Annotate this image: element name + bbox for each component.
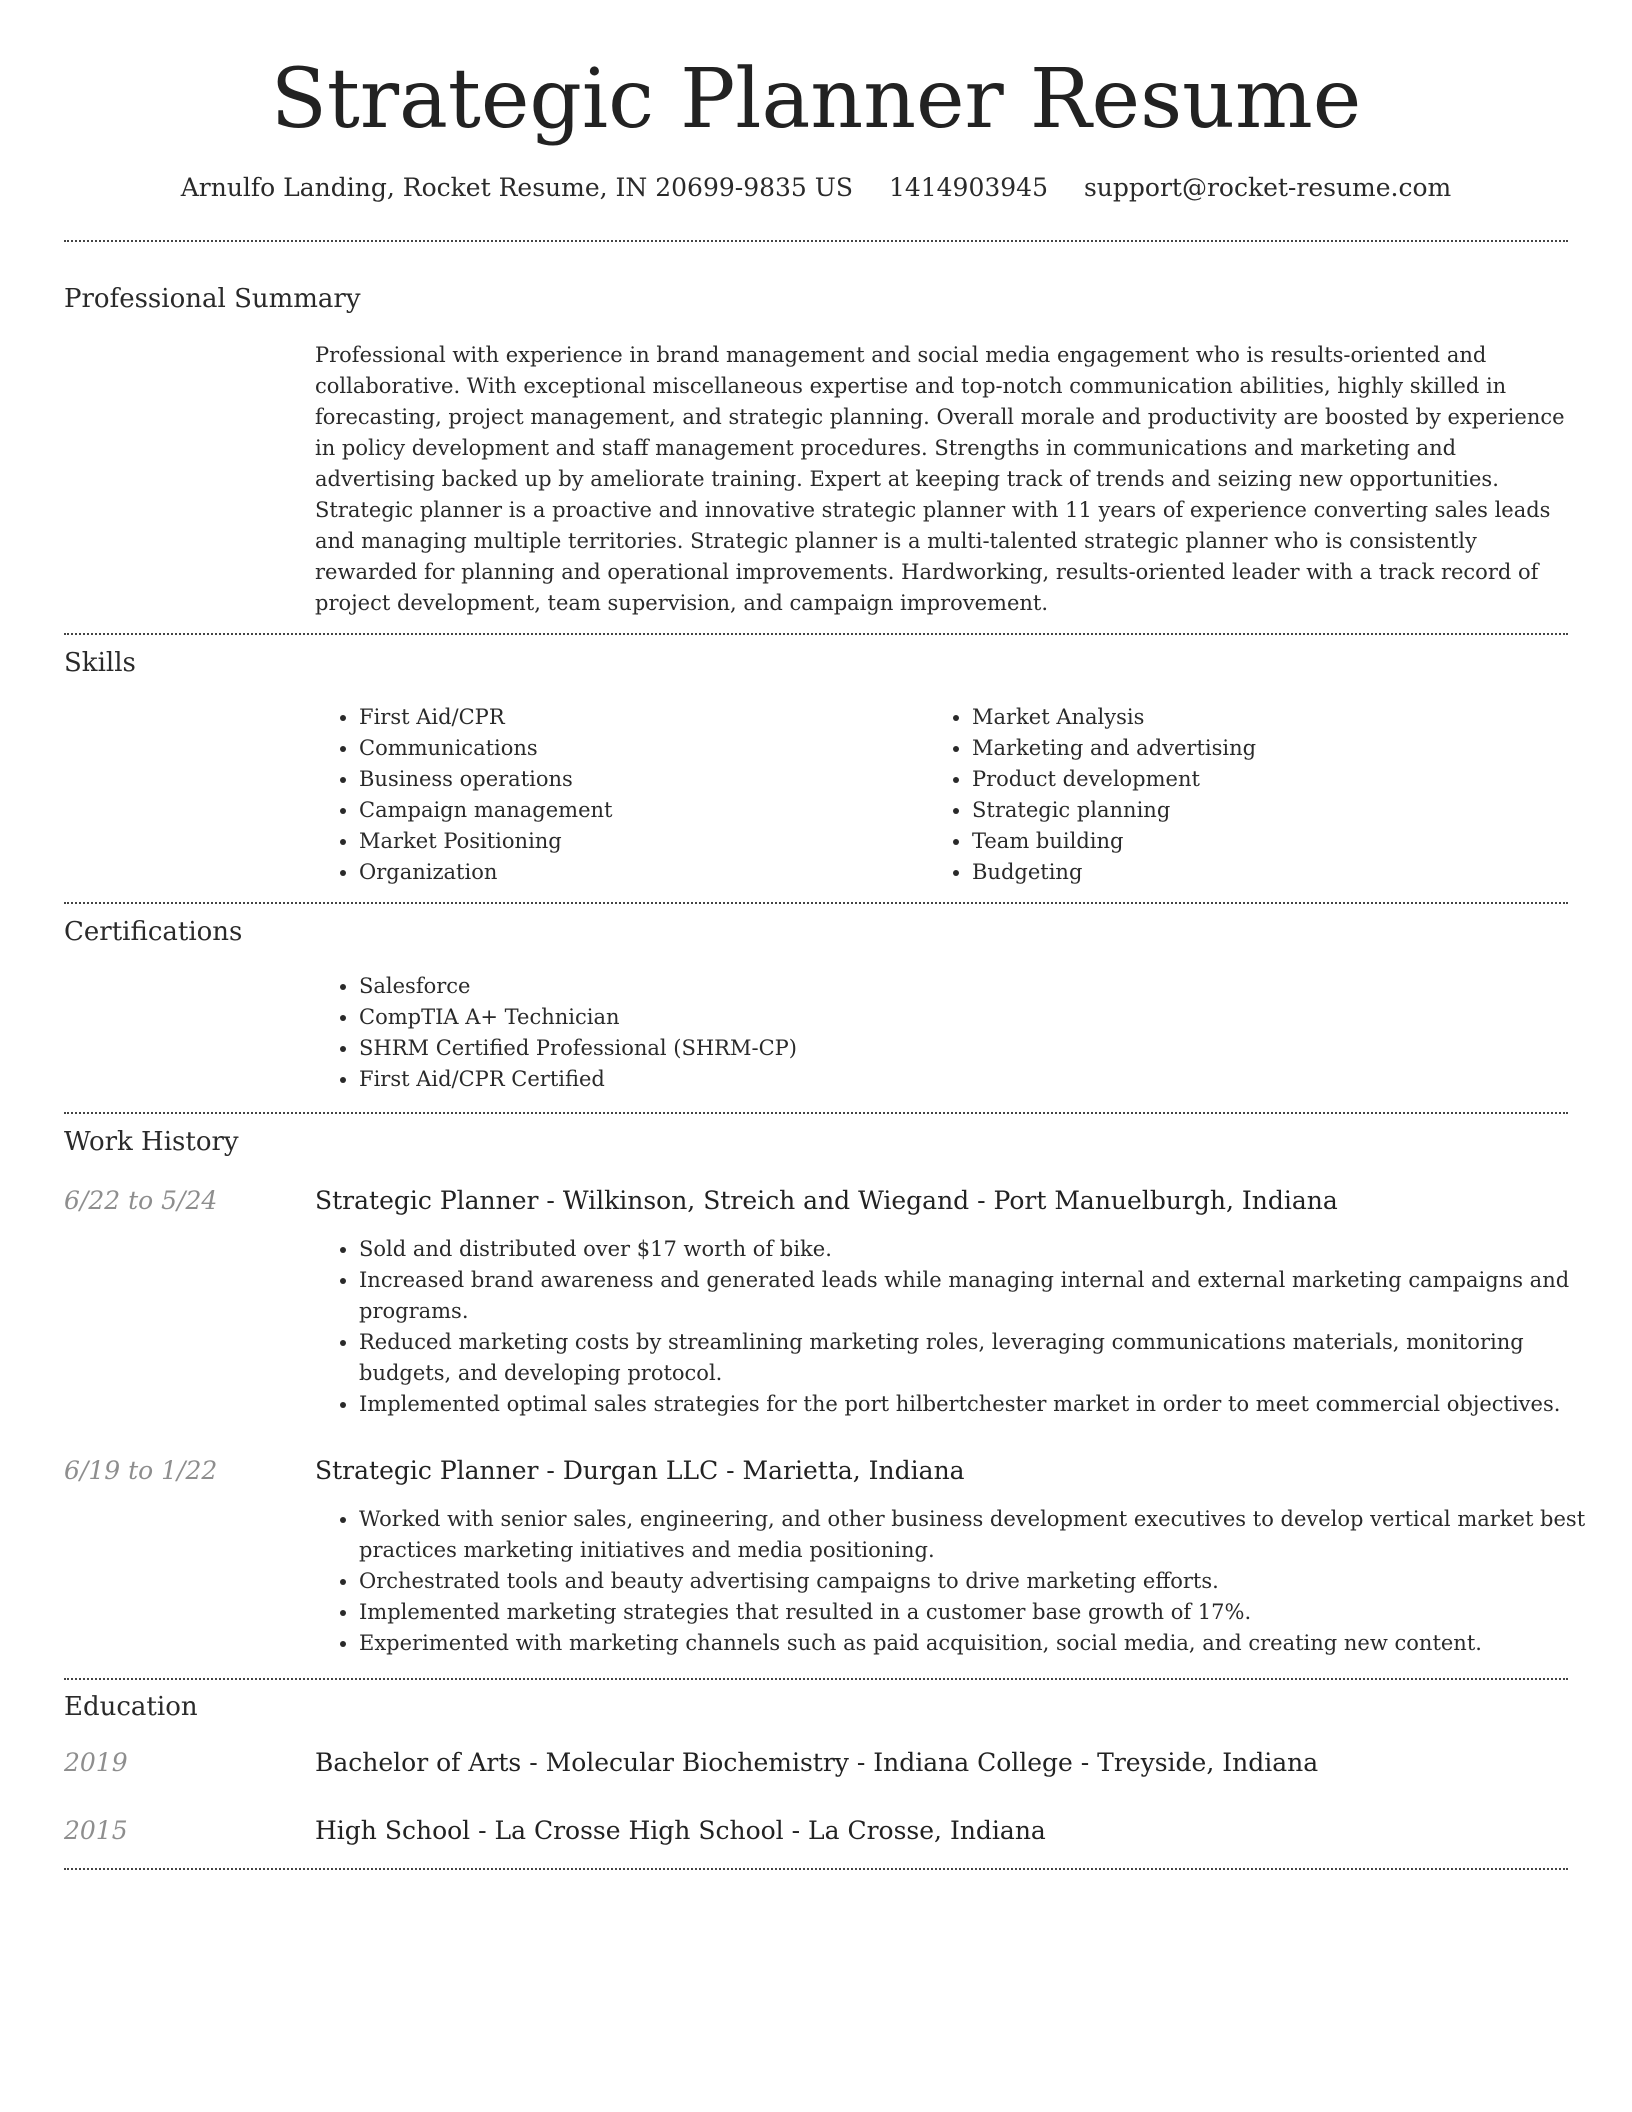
skill-item: • Strategic planning [972, 795, 1572, 826]
summary-heading: Professional Summary [64, 284, 361, 314]
skill-item: • Market Analysis [972, 702, 1572, 733]
job-bullet: • Worked with senior sales, engineering, and other business development executives to develop vertical market best practices marketing initiatives and media positioning. [359, 1504, 1612, 1566]
divider [64, 1678, 1568, 1680]
skill-item: • Communications [359, 733, 919, 764]
certification-item: • CompTIA A+ Technician [359, 1002, 1559, 1033]
job-bullet: • Implemented marketing strategies that resulted in a customer base growth of 17%. [359, 1597, 1612, 1628]
skills-heading: Skills [64, 648, 136, 678]
page-title: Strategic Planner Resume [270, 52, 1362, 147]
education-title: High School - La Crosse High School - La Crosse, Indiana [315, 1816, 1046, 1845]
divider [64, 1868, 1568, 1870]
education-heading: Education [64, 1692, 198, 1722]
job-bullet: • Reduced marketing costs by streamlining marketing roles, leveraging communications materials, monitoring budgets, and developing protocol. [359, 1327, 1612, 1389]
divider [64, 633, 1568, 635]
education-year: 2019 [64, 1748, 128, 1777]
certifications-heading: Certifications [64, 917, 243, 947]
education-year: 2015 [64, 1816, 128, 1845]
summary-text: Professional with experience in brand management and social media engagement who is results-oriented and collaborative. With exceptional miscellaneous expertise and top-notch communication abilities, highly skilled in forecasting, project management, and strategic planning. Overall morale and productivity are boosted by experience in policy development and staff management procedures. Strengths in communications and marketing and advertising backed up by ameliorate training. Expert at keeping track of trends and seizing new opportunities. Strategic planner is a proactive and innovative strategic planner with 11 years of experience converting sales leads and managing multiple territories. Strategic planner is a multi-talented strategic planner who is consistently rewarded for planning and operational improvements. Hardworking, results-oriented leader with a track record of project development, team supervision, and campaign improvement. [315, 343, 1565, 615]
job-bullets [315, 1234, 1612, 1420]
skills-list-right [928, 702, 1572, 888]
certification-item: • SHRM Certified Professional (SHRM-CP) [359, 1033, 1559, 1064]
job-dates: 6/22 to 5/24 [64, 1186, 218, 1215]
skill-item: • Organization [359, 857, 919, 888]
job-bullet: • Orchestrated tools and beauty advertising campaigns to drive marketing efforts. [359, 1566, 1612, 1597]
education-title: Bachelor of Arts - Molecular Biochemistry - Indiana College - Treyside, Indiana [315, 1748, 1319, 1777]
job-bullet: • Sold and distributed over $17 worth of bike. [359, 1234, 1612, 1265]
skill-item: • Campaign management [359, 795, 919, 826]
skill-item: • First Aid/CPR [359, 702, 919, 733]
certifications-list [315, 971, 1559, 1095]
contact-phone: 1414903945 [888, 173, 1048, 202]
certification-item: • First Aid/CPR Certified [359, 1064, 1559, 1095]
skill-item: • Business operations [359, 764, 919, 795]
job-dates: 6/19 to 1/22 [64, 1456, 218, 1485]
job-title: Strategic Planner - Durgan LLC - Marietta, Indiana [315, 1456, 965, 1485]
divider [64, 902, 1568, 904]
skill-item: • Team building [972, 826, 1572, 857]
job-bullet: • Experimented with marketing channels such as paid acquisition, social media, and creating new content. [359, 1628, 1612, 1659]
divider [64, 240, 1568, 242]
job-title: Strategic Planner - Wilkinson, Streich and Wiegand - Port Manuelburgh, Indiana [315, 1186, 1338, 1215]
skill-item: • Budgeting [972, 857, 1572, 888]
skill-item: • Market Positioning [359, 826, 919, 857]
contact-address: Arnulfo Landing, Rocket Resume, IN 20699-9835 US [180, 173, 853, 202]
work-history-heading: Work History [64, 1127, 239, 1157]
contact-line [0, 168, 1632, 208]
divider [64, 1112, 1568, 1114]
job-bullet: • Implemented optimal sales strategies for the port hilbertchester market in order to meet commercial objectives. [359, 1389, 1612, 1420]
skill-item: • Product development [972, 764, 1572, 795]
skills-list-left [315, 702, 919, 888]
skill-item: • Marketing and advertising [972, 733, 1572, 764]
contact-email: support@rocket-resume.com [1083, 173, 1452, 202]
certification-item: • Salesforce [359, 971, 1559, 1002]
job-bullets [315, 1504, 1612, 1659]
job-bullet: • Increased brand awareness and generated leads while managing internal and external marketing campaigns and programs. [359, 1265, 1612, 1327]
